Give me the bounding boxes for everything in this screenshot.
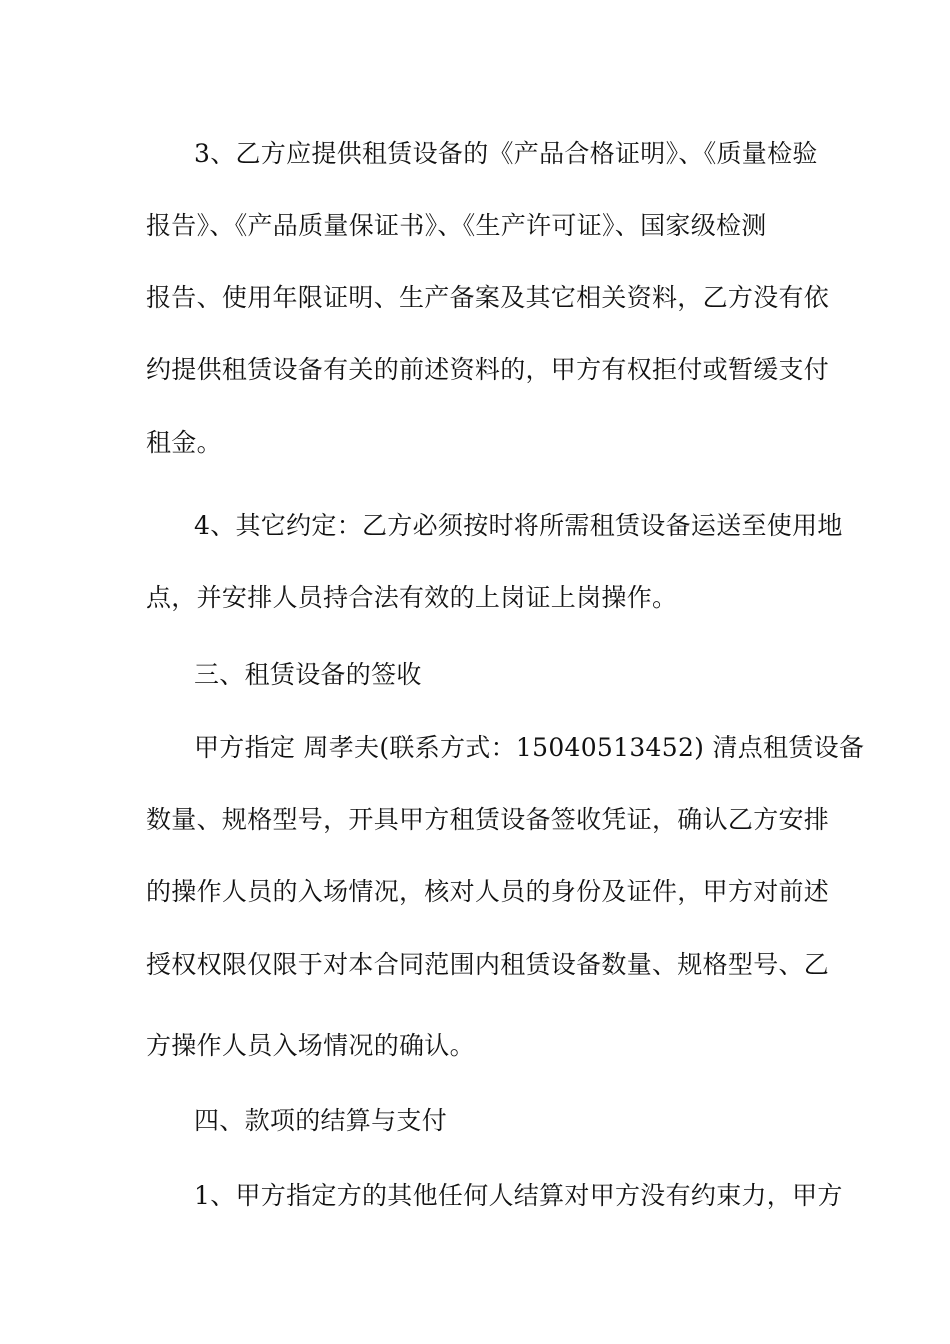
paragraph-3-line-5: 租金。	[146, 428, 222, 457]
section-heading-3: 三、租赁设备的签收	[194, 660, 422, 689]
paragraph-3-line-1: 3、乙方应提供租赁设备的《产品合格证明》、《质量检验	[194, 139, 818, 168]
section-heading-4: 四、款项的结算与支付	[194, 1106, 448, 1135]
paragraph-3-line-4: 约提供租赁设备有关的前述资料的，甲方有权拒付或暂缓支付	[146, 355, 830, 384]
paragraph-4-line-2: 点，并安排人员持合法有效的上岗证上岗操作。	[146, 583, 678, 612]
payment-paragraph-line-1: 1、甲方指定方的其他任何人结算对甲方没有约束力，甲方	[194, 1181, 843, 1210]
paragraph-4-line-1: 4、其它约定：乙方必须按时将所需租赁设备运送至使用地	[194, 511, 843, 540]
paragraph-3-line-3: 报告、使用年限证明、生产备案及其它相关资料，乙方没有依	[146, 283, 830, 312]
signing-paragraph-line-3: 的操作人员的入场情况，核对人员的身份及证件，甲方对前述	[146, 877, 830, 906]
signing-paragraph-line-1: 甲方指定 周孝夫(联系方式：15040513452) 清点租赁设备	[194, 733, 865, 762]
signing-paragraph-line-2: 数量、规格型号，开具甲方租赁设备签收凭证，确认乙方安排	[146, 805, 830, 834]
signing-paragraph-line-5: 方操作人员入场情况的确认。	[146, 1031, 475, 1060]
signing-paragraph-line-4: 授权权限仅限于对本合同范围内租赁设备数量、规格型号、乙	[146, 950, 830, 979]
paragraph-3-line-2: 报告》、《产品质量保证书》、《生产许可证》、国家级检测	[146, 211, 767, 240]
